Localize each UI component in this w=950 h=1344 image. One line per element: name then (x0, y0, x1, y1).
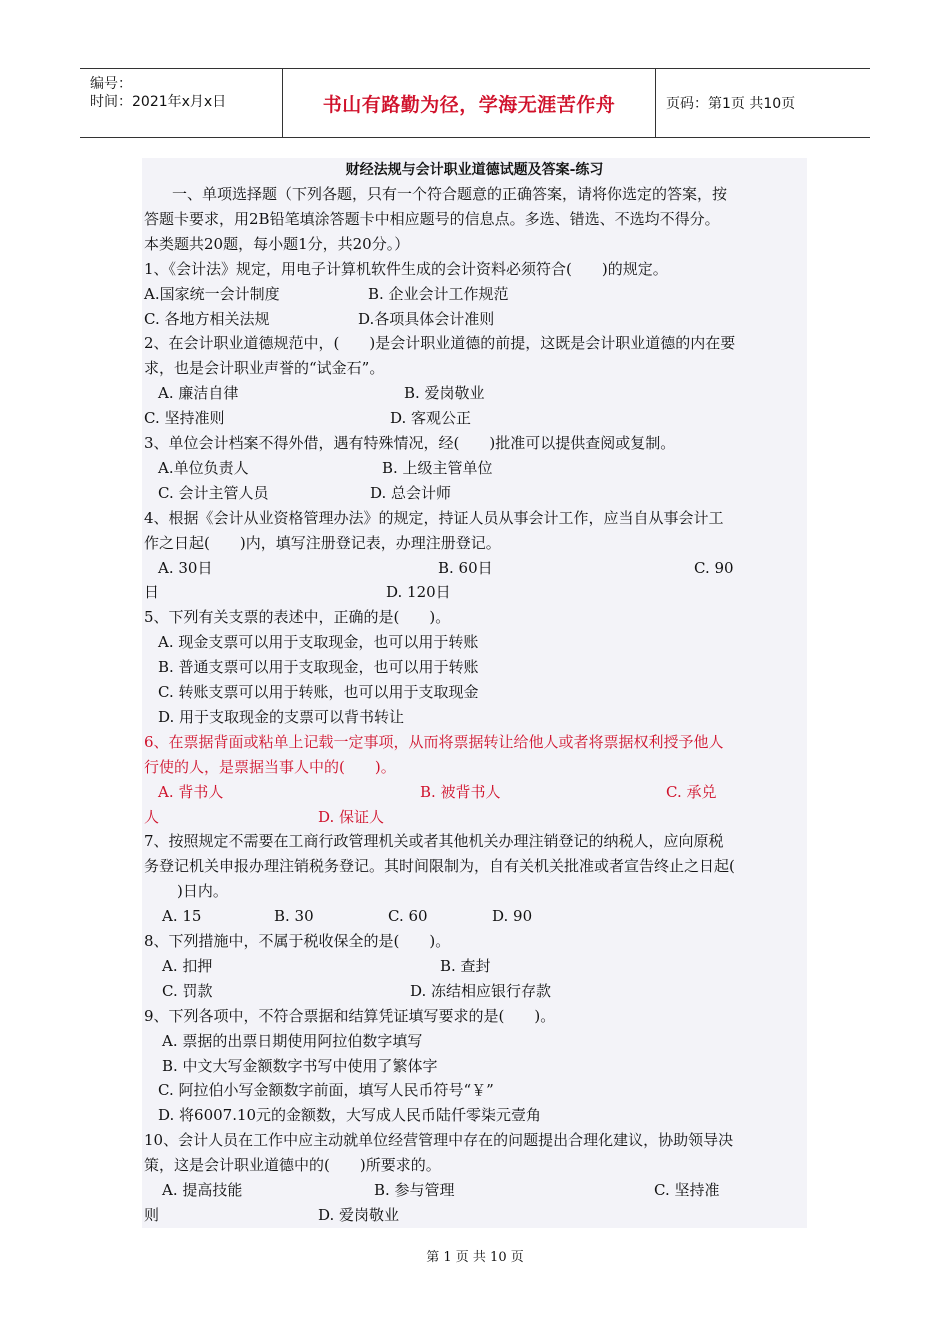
option-text: D.各项具体会计准则 (358, 309, 495, 328)
text-line: A. 现金支票可以用于支取现金，也可以用于转账 (158, 633, 479, 652)
option-text: C. 60 (388, 907, 428, 926)
text-line: 8、下列措施中，不属于税收保全的是( )。 (144, 932, 451, 950)
text-line: 答题卡要求，用2B铅笔填涂答题卡中相应题号的信息点。多选、错选、不选均不得分。 (144, 209, 720, 228)
text-line: D. 用于支取现金的支票可以背书转让 (158, 707, 405, 726)
text-line: A. 30日 (158, 558, 213, 577)
header-motto-cell (282, 69, 656, 137)
text-line: A. 廉洁自律 (158, 384, 239, 403)
option-text: C. 承兑 (666, 782, 717, 801)
option-text: D. 保证人 (318, 807, 385, 826)
text-line: A. 扣押 (162, 956, 213, 975)
option-text: D. 总会计师 (370, 483, 452, 502)
page-info: 页码：第1页 共10页 (666, 96, 796, 112)
option-text: D. 90 (492, 907, 533, 926)
text-line: C. 转账支票可以用于转账，也可以用于支取现金 (158, 683, 479, 701)
option-text: D. 冻结相应银行存款 (410, 981, 552, 1000)
option-text: B. 60日 (438, 558, 493, 577)
text-line: )日内。 (162, 882, 228, 901)
text-line: 人 (144, 807, 160, 826)
text-line: A.单位负责人 (158, 458, 249, 477)
document-body (142, 158, 807, 1228)
text-line: 5、下列有关支票的表述中，正确的是( )。 (144, 608, 451, 627)
text-line: 7、按照规定不需要在工商行政管理机关或者其他机关办理注销登记的纳税人，应向原税 (144, 832, 724, 851)
text-line: 则 (144, 1205, 160, 1224)
text-line: A.国家统一会计制度 (144, 284, 280, 303)
text-line: 6、在票据背面或粘单上记载一定事项，从而将票据转让给他人或者将票据权利授予他人 (144, 732, 724, 751)
option-text: D. 120日 (386, 583, 451, 602)
header-meta-cell (80, 69, 280, 137)
text-line: B. 中文大写金额数字书写中使用了繁体字 (162, 1056, 438, 1075)
text-line: 3、单位会计档案不得外借，遇有特殊情况，经( )批准可以提供查阅或复制。 (144, 434, 676, 452)
header-page-cell (656, 69, 870, 137)
text-line: 1、《会计法》规定，用电子计算机软件生成的会计资料必须符合( )的规定。 (144, 259, 668, 278)
header-table (80, 68, 870, 138)
text-line: A. 票据的出票日期使用阿拉伯数字填写 (162, 1031, 423, 1050)
text-line: C. 会计主管人员 (158, 483, 269, 502)
text-line: 求，也是会计职业声誉的“试金石”。 (144, 359, 385, 378)
text-line: B. 普通支票可以用于支取现金，也可以用于转账 (158, 658, 479, 677)
text-line: 务登记机关申报办理注销税务登记。其时间限制为，自有关机关批准或者宣告终止之日起( (144, 857, 735, 876)
time-label: 时间：2021年x月x日 (90, 94, 227, 110)
text-line: C. 各地方相关法规 (144, 309, 270, 328)
text-line: D. 将6007.10元的金额数，大写成人民币陆仟零柒元壹角 (158, 1106, 542, 1125)
text-line: 本类题共20题，每小题1分，共20分。） (144, 234, 410, 253)
option-text: D. 爱岗敬业 (318, 1205, 400, 1224)
text-line: 策，这是会计职业道德中的( )所要求的。 (144, 1156, 441, 1175)
option-text: B. 被背书人 (420, 782, 501, 801)
option-text: B. 查封 (440, 956, 491, 975)
text-line: 日 (144, 583, 160, 602)
text-line: 作之日起( )内，填写注册登记表，办理注册登记。 (144, 533, 501, 552)
option-text: D. 客观公正 (390, 409, 472, 428)
page-footer: 第 1 页 共 10 页 (426, 1250, 524, 1265)
text-line: 一、单项选择题（下列各题，只有一个符合题意的正确答案，请将你选定的答案，按 (172, 185, 728, 203)
option-text: B. 上级主管单位 (382, 458, 493, 477)
option-text: B. 爱岗敬业 (404, 384, 485, 403)
motto-text: 书山有路勤为径，学海无涯苦作舟 (322, 93, 616, 116)
option-text: B. 企业会计工作规范 (368, 284, 509, 303)
document-title: 财经法规与会计职业道德试题及答案-练习 (345, 162, 604, 178)
text-line: 9、下列各项中，不符合票据和结算凭证填写要求的是( )。 (144, 1006, 556, 1025)
text-line: A. 15 (162, 907, 202, 926)
text-line: 2、在会计职业道德规范中，( )是会计职业道德的前提，这既是会计职业道德的内在要 (144, 334, 736, 353)
text-line: 10、会计人员在工作中应主动就单位经营管理中存在的问题提出合理化建议，协助领导决 (144, 1131, 734, 1150)
text-line: A. 背书人 (158, 782, 224, 801)
option-text: B. 30 (274, 907, 314, 926)
text-line: C. 阿拉伯小写金额数字前面，填写人民币符号“￥” (158, 1081, 494, 1100)
text-line: C. 罚款 (162, 981, 213, 1000)
option-text: C. 坚持准 (654, 1181, 720, 1199)
text-line: 4、根据《会计从业资格管理办法》的规定，持证人员从事会计工作，应当自从事会计工 (144, 508, 724, 527)
option-text: B. 参与管理 (374, 1181, 455, 1199)
text-line: C. 坚持准则 (144, 409, 225, 428)
text-line: 行使的人，是票据当事人中的( )。 (144, 757, 396, 776)
text-line: A. 提高技能 (162, 1181, 243, 1199)
option-text: C. 90 (694, 558, 734, 577)
number-label: 编号： (90, 76, 132, 92)
